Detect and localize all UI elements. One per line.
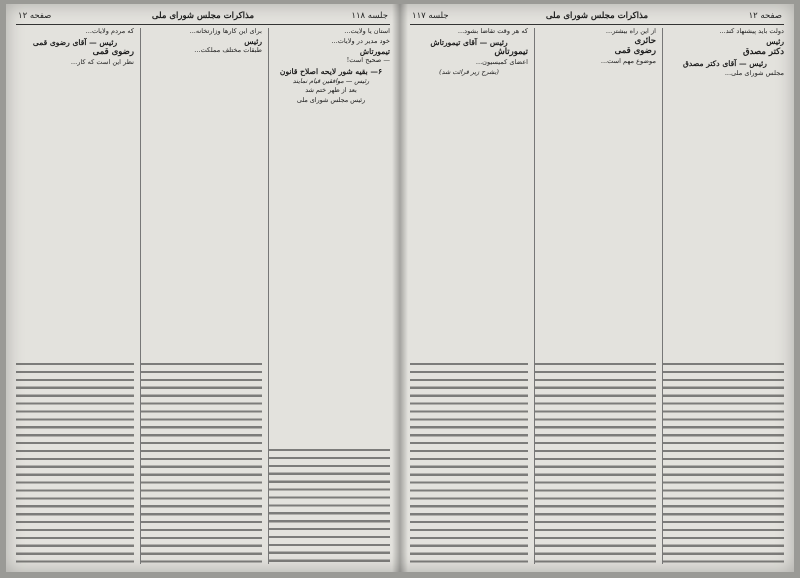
left-page [6, 4, 400, 572]
newspaper-spread [6, 4, 794, 572]
left-column-3 [16, 28, 134, 564]
speaker-name: رضوی قمی [614, 45, 656, 56]
speaker-name: دکتر مصدق [742, 46, 784, 57]
paragraph: طبقات مختلف مملکت... [194, 45, 262, 54]
left-column-1 [268, 28, 390, 564]
left-column-2 [140, 28, 262, 564]
right-page-header [410, 10, 784, 25]
body-text-lines [535, 360, 656, 564]
right-column-3 [410, 28, 528, 564]
paragraph: برای این کارها وزارتخانه... [189, 28, 262, 35]
paragraph: دولت باید پیشنهاد کند... [719, 28, 784, 35]
right-page-columns [410, 28, 784, 564]
paragraph: مجلس شورای ملی... [724, 68, 784, 77]
paragraph: که هر وقت تقاضا بشود... [457, 28, 528, 35]
speaker-name: رضوی قمی [92, 46, 134, 57]
left-page-columns [16, 28, 390, 564]
speaker-name: تیمورتاش [359, 46, 390, 56]
vote-note: (بشرح زیر قرائت شد) [439, 67, 499, 76]
signature: رئیس مجلس شورای ملی [296, 96, 366, 105]
right-page-title: مذاکرات مجلس شورای ملی [545, 11, 649, 21]
paragraph: موضوع مهم است... [600, 56, 656, 65]
right-column-2 [534, 28, 656, 564]
paragraph: نظر این است که کار... [70, 57, 134, 66]
right-column-1 [662, 28, 784, 564]
paragraph: استان یا ولایت... [344, 28, 390, 35]
paragraph: — صحیح است! [346, 55, 390, 64]
body-text-lines [663, 360, 784, 564]
section-heading: رئیس — آقای تیمورتاش [430, 37, 508, 47]
session-closing: بعد از ظهر ختم شد [305, 86, 357, 95]
paragraph: اعضای کمیسیون... [475, 57, 528, 66]
agenda-heading: ۶— بقیه شور لایحه اصلاح قانون [279, 66, 383, 76]
right-page-number: جلسه ۱۱۷ [412, 11, 449, 21]
vote-note: رئیس — موافقین قیام نمایند [292, 76, 370, 85]
speaker-name: رئیس [244, 36, 262, 46]
section-heading: رئیس — آقای دکتر مصدق [683, 58, 767, 68]
body-text-lines [269, 446, 390, 564]
paragraph: خود مدیر در ولایات... [331, 36, 390, 45]
right-page [400, 4, 794, 572]
speaker-name: رئیس [766, 36, 784, 46]
body-text-lines [141, 360, 262, 564]
left-page-title: مذاکرات مجلس شورای ملی [151, 11, 255, 21]
paragraph: که مردم ولایات... [85, 28, 134, 35]
left-page-number: جلسه ۱۱۸ [351, 11, 388, 21]
speaker-name: حائری [634, 35, 656, 46]
body-text-lines [410, 360, 528, 564]
right-page-issue: صفحه ۱۲ [748, 11, 782, 21]
speaker-name: تیمورتاش [494, 46, 528, 57]
body-text-lines [16, 360, 134, 564]
left-page-header [16, 10, 390, 25]
left-page-issue: صفحه ۱۲ [18, 11, 52, 21]
section-heading: رئیس — آقای رضوی قمی [32, 37, 118, 47]
paragraph: از این راه بیشتر... [605, 28, 656, 35]
